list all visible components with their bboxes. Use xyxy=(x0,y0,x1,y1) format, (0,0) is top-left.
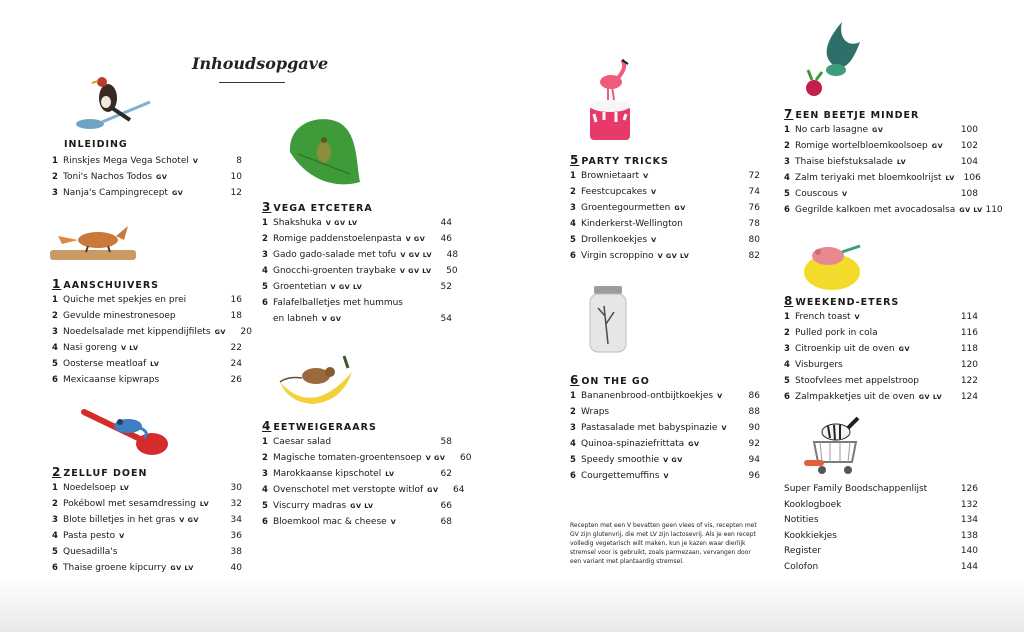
toc-entry[interactable]: 6 Falafelballetjes met hummus xyxy=(262,298,403,308)
section-heading: 5 PARTY TRICKS xyxy=(570,153,669,167)
page-title: Inhoudsopgave xyxy=(192,54,329,73)
fox-on-board-icon xyxy=(48,218,140,264)
toc-entry[interactable]: 4 Pasta pesto V 36 xyxy=(52,531,242,541)
toc-entry[interactable]: 5 Oosterse meatloaf LV 24 xyxy=(52,359,242,369)
toc-extra-entry[interactable]: Notities 134 xyxy=(784,515,978,525)
toc-entry[interactable]: 3 Citroenkip uit de oven GV 118 xyxy=(784,344,978,354)
plant-in-jar-icon xyxy=(586,284,630,356)
toc-entry[interactable]: 2 Wraps 88 xyxy=(570,407,760,417)
title-underline xyxy=(219,82,285,83)
toc-entry[interactable]: 5 Speedy smoothie V GV 94 xyxy=(570,455,760,465)
toc-extra-entry[interactable]: Kookkiekjes 138 xyxy=(784,530,978,541)
section-heading: 6 ON THE GO xyxy=(570,373,650,387)
toc-entry[interactable]: 6 Virgin scroppino V GV LV 82 xyxy=(570,251,760,261)
toc-entry[interactable]: 3 Pastasalade met babyspinazie V 90 xyxy=(570,423,760,433)
toc-entry[interactable]: 2 Pulled pork in cola 116 xyxy=(784,328,978,338)
swallow-with-radish-icon xyxy=(798,18,870,102)
toc-entry[interactable]: 2 Feestcupcakes V 74 xyxy=(570,187,760,197)
toc-entry[interactable]: 6 Gegrilde kalkoen met avocadosalsa GV LV 110 xyxy=(784,205,1003,215)
section-heading: 7 EEN BEETJE MINDER xyxy=(784,107,920,121)
toc-entry[interactable]: 1 No carb lasagne GV 100 xyxy=(784,125,978,135)
legend-footnote: Recepten met een V bevatten geen vlees of vis, recepten met GV zijn glutenvrij, die met LV zijn lactosevrij. Als je een recept volledig vegetarisch wilt maken, kun je kazen waar dierlijk stremsel voor is gebruikt, zoals parmezaan, vervangen door een variant met plantaardig stremsel. xyxy=(570,522,757,565)
toc-extra-entry[interactable]: Kooklogboek 132 xyxy=(784,499,978,510)
toc-entry[interactable]: 3 Marokkaanse kipschotel LV 62 xyxy=(262,469,452,479)
section-aanschuivers xyxy=(52,276,252,388)
section-party-tricks xyxy=(570,152,760,264)
toc-entry[interactable]: 4 Zalm teriyaki met bloemkoolrijst LV 106 xyxy=(784,173,981,183)
flamingo-on-cake-icon xyxy=(584,56,636,146)
toc-entry[interactable]: 6 Bloemkool mac & cheese V 68 xyxy=(262,517,452,527)
pig-on-lemon-icon xyxy=(798,236,870,292)
section-heading: 2 ZELLUF DOEN xyxy=(52,465,148,479)
toc-entry[interactable]: 5 Drollenkoekjes V 80 xyxy=(570,235,760,245)
toc-entry[interactable]: 5 Stoofvlees met appelstroop 122 xyxy=(784,376,978,386)
section-heading: 3 VEGA ETCETERA xyxy=(262,200,373,214)
zebra-in-cart-icon xyxy=(800,414,870,478)
chameleon-on-ladle-icon xyxy=(80,402,172,460)
toc-entry[interactable]: 4 Kinderkerst-Wellington 78 xyxy=(570,219,760,229)
toc-entry[interactable]: 3 Thaise biefstuksalade LV 104 xyxy=(784,157,978,167)
toc-entry[interactable]: 5 Couscous V 108 xyxy=(784,189,978,199)
toc-entry[interactable]: 3 Gado gado-salade met tofu V GV LV 48 xyxy=(262,250,459,260)
toc-entry[interactable]: 6 Thaise groene kipcurry GV LV 40 xyxy=(52,563,242,573)
toc-entry[interactable]: 6 Courgettemuffins V 96 xyxy=(570,471,760,481)
toc-entry[interactable]: 2 Toni's Nachos Todos GV 10 xyxy=(52,172,242,182)
toc-extra-entry[interactable]: Colofon 144 xyxy=(784,561,978,572)
beetle-on-leaf-icon xyxy=(280,112,362,190)
page-shadow xyxy=(0,577,1024,632)
toc-entry[interactable]: 2 Romige paddenstoelenpasta V GV 46 xyxy=(262,234,452,244)
toc-entry[interactable]: 1 Noedelsoep LV 30 xyxy=(52,483,242,493)
toc-entry[interactable]: 2 Pokébowl met sesamdressing LV 32 xyxy=(52,499,242,509)
toc-entry[interactable]: 1 Quiche met spekjes en prei 16 xyxy=(52,295,242,305)
toc-entry[interactable]: 3 Nanja's Campingrecept GV 12 xyxy=(52,188,242,198)
section-eetweigeraars xyxy=(262,418,472,530)
toc-entry[interactable]: 1 Shakshuka V GV LV 44 xyxy=(262,218,452,228)
toc-entry[interactable]: 5 Quesadilla's 38 xyxy=(52,547,242,557)
section-heading: 4 EETWEIGERAARS xyxy=(262,419,377,433)
toc-entry[interactable]: 5 Viscurry madras GV LV 66 xyxy=(262,501,452,511)
section-heading: 1 AANSCHUIVERS xyxy=(52,277,160,291)
toc-entry[interactable]: 1 Brownietaart V 72 xyxy=(570,171,760,181)
toc-entry[interactable]: 1 French toast V 114 xyxy=(784,312,978,322)
toc-entry[interactable]: 5 Groentetian V GV LV 52 xyxy=(262,282,452,292)
toc-entry-continued[interactable]: en labneh V GV 54 xyxy=(273,314,452,324)
toc-entry[interactable]: 3 Noedelsalade met kippendijfilets GV 20 xyxy=(52,327,252,337)
toc-extra-entry[interactable]: Register 140 xyxy=(784,546,978,556)
toc-entry[interactable]: 4 Ovenschotel met verstopte witlof GV 64 xyxy=(262,485,465,495)
toc-entry[interactable]: 4 Visburgers 120 xyxy=(784,360,978,370)
toc-entry[interactable]: 2 Romige wortelbloemkoolsoep GV 102 xyxy=(784,141,978,151)
toc-entry[interactable]: 4 Nasi goreng V LV 22 xyxy=(52,343,242,353)
toc-entry[interactable]: 2 Magische tomaten-groentensoep V GV 60 xyxy=(262,453,472,463)
section-heading: INLEIDING xyxy=(64,139,128,150)
section-heading: 8 WEEKEND-ETERS xyxy=(784,294,900,308)
toc-entry[interactable]: 1 Bananenbrood-ontbijtkoekjes V 86 xyxy=(570,391,760,401)
toc-entry[interactable]: 1 Rinskjes Mega Vega Schotel V 8 xyxy=(52,156,242,166)
bird-on-spoon-icon xyxy=(72,72,154,134)
toc-entry[interactable]: 6 Mexicaanse kipwraps 26 xyxy=(52,375,242,385)
mouse-on-banana-icon xyxy=(272,348,358,410)
toc-entry[interactable]: 3 Groentegourmetten GV 76 xyxy=(570,203,760,213)
section-vega-etcetera xyxy=(262,199,459,327)
toc-entry[interactable]: 4 Gnocchi-groenten traybake V GV LV 50 xyxy=(262,266,458,276)
section-zelluf-doen xyxy=(52,464,242,576)
toc-entry[interactable]: 2 Gevulde minestronesoep 18 xyxy=(52,311,242,321)
section-weekend-eters xyxy=(784,293,978,405)
section-een-beetje-minder xyxy=(784,106,1003,218)
toc-entry[interactable]: 6 Zalmpakketjes uit de oven GV LV 124 xyxy=(784,392,978,402)
section-on-the-go xyxy=(570,372,760,484)
toc-entry[interactable]: 3 Blote billetjes in het gras V GV 34 xyxy=(52,515,242,525)
toc-entry[interactable]: 1 Caesar salad 58 xyxy=(262,437,452,447)
section-extras xyxy=(784,482,978,575)
toc-extra-entry[interactable]: Super Family Boodschappenlijst 126 xyxy=(784,484,978,494)
toc-entry[interactable]: 4 Quinoa-spinaziefrittata GV 92 xyxy=(570,439,760,449)
section-inleiding xyxy=(52,137,242,201)
